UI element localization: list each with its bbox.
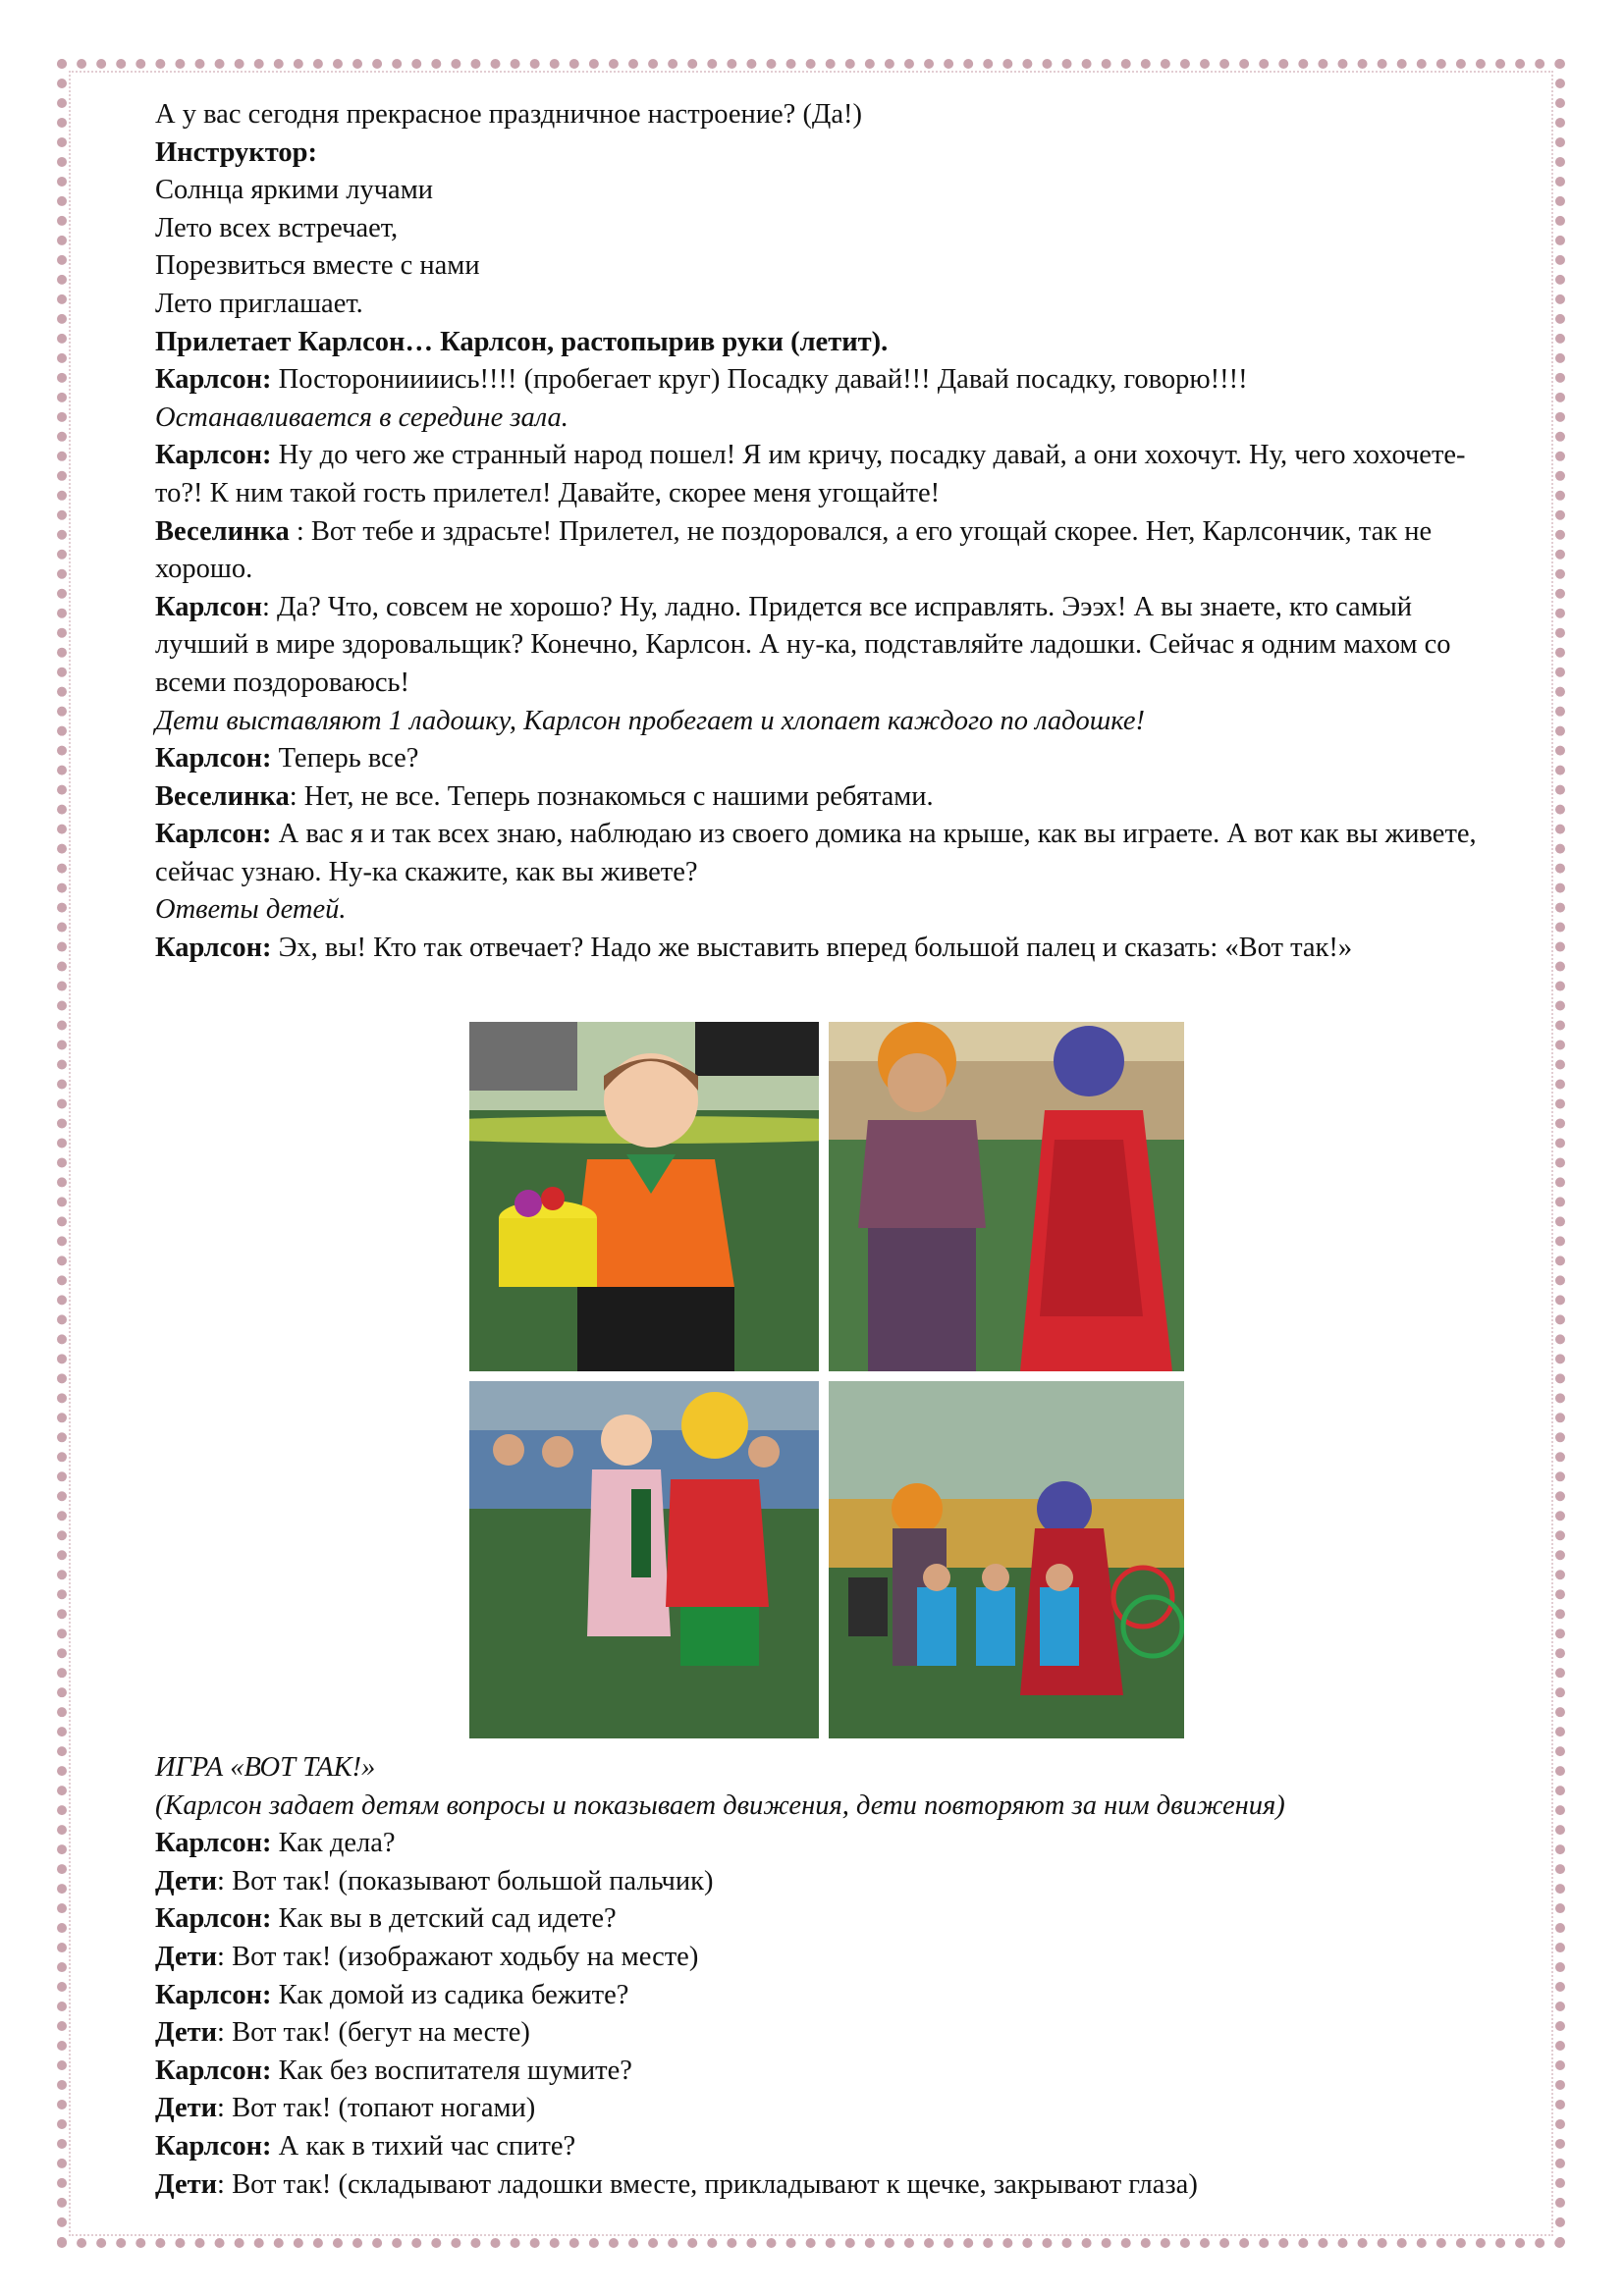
line-text: Как вы в детский сад идете? (271, 1903, 617, 1935)
script-text-top (155, 96, 1500, 968)
speaker-label: Карлсон: (155, 364, 272, 396)
script-line (155, 2053, 1500, 2091)
script-line (155, 778, 1500, 817)
speaker-label: Веселинка (155, 780, 290, 812)
speaker-label: Карлсон: (155, 1979, 272, 2010)
script-line (155, 437, 1500, 512)
photo-child-orange-shirt (469, 1022, 819, 1371)
line-text: : Вот тебе и здрасьте! Прилетел, не поздоровался, а его угощай скорее. Нет, Карлсончик, так не хорошо. (155, 515, 1433, 585)
script-line (155, 891, 1500, 930)
script-line (155, 1825, 1500, 1863)
photo-children-yellow-hat (469, 1381, 819, 1738)
photo-collage (469, 1022, 1184, 1738)
speaker-label: Дети (155, 2168, 218, 2200)
speaker-label: Карлсон (155, 591, 262, 622)
line-text: Порезвиться вместе с нами (155, 250, 480, 282)
line-text: Ну до чего же странный народ пошел! Я им кричу, посадку давай, а они хохочут. Ну, чего хохочете-то?! К ним такой гость прилетел! Давайте, скорее меня угощайте! (155, 440, 1466, 508)
script-line (155, 247, 1500, 286)
script-line (155, 134, 1500, 173)
speaker-label: Карлсон: (155, 933, 272, 964)
line-text: Посторониииись!!!! (пробегает круг) Посадку давай!!! Давай посадку, говорю!!!! (271, 364, 1248, 396)
script-line (155, 589, 1500, 703)
line-text: Теперь все? (271, 743, 419, 774)
speaker-label: Дети (155, 1865, 218, 1896)
line-text: : Вот так! (бегут на месте) (217, 2017, 530, 2049)
line-text: Как домой из садика бежите? (271, 1979, 629, 2010)
speaker-label: Карлсон: (155, 743, 272, 774)
script-line (155, 2090, 1500, 2128)
script-line (155, 210, 1500, 248)
script-line (155, 1749, 1500, 1788)
script-line (155, 513, 1500, 589)
script-line (155, 930, 1500, 968)
speaker-label: Карлсон: (155, 1828, 272, 1859)
speaker-label: Карлсон: (155, 819, 272, 850)
photo-karlson-costume (829, 1022, 1184, 1371)
speaker-label: Веселинка (155, 515, 290, 547)
script-line (155, 2166, 1500, 2205)
script-text-bottom (155, 1749, 1500, 2204)
script-line (155, 816, 1500, 891)
line-text: (Карлсон задает детям вопросы и показывает движения, дети повторяют за ним движения) (155, 1789, 1285, 1821)
line-text: А у вас сегодня прекрасное праздничное настроение? (Да!) (155, 99, 863, 130)
speaker-label: Карлсон: (155, 440, 272, 471)
script-line (155, 1788, 1500, 1826)
script-line (155, 1900, 1500, 1939)
line-text: Ответы детей. (155, 894, 347, 926)
line-text: ИГРА «ВОТ ТАК!» (155, 1752, 376, 1783)
script-line (155, 172, 1500, 210)
script-line (155, 703, 1500, 741)
speaker-label: Карлсон: (155, 1903, 272, 1935)
speaker-label: Прилетает Карлсон… Карлсон, растопырив руки (летит). (155, 326, 889, 357)
script-line (155, 1939, 1500, 1977)
line-text: : Вот так! (показывают большой пальчик) (217, 1865, 714, 1896)
line-text: Останавливается в середине зала. (155, 401, 568, 433)
speaker-label: Дети (155, 2017, 218, 2049)
line-text: А как в тихий час спите? (271, 2130, 576, 2162)
line-text: Дети выставляют 1 ладошку, Карлсон пробегает и хлопает каждого по ладошке! (155, 705, 1146, 736)
line-text: А вас я и так всех знаю, наблюдаю из своего домика на крыше, как вы играете. А вот как вы живете, сейчас узнаю. Ну-ка скажите, как вы живете? (155, 819, 1477, 887)
speaker-label: Инструктор: (155, 136, 317, 168)
script-line (155, 1863, 1500, 1901)
line-text: Эх, вы! Кто так отвечает? Надо же выставить вперед большой палец и сказать: «Вот так!» (271, 933, 1353, 964)
script-line (155, 2014, 1500, 2053)
speaker-label: Карлсон: (155, 2055, 272, 2086)
script-line (155, 286, 1500, 324)
photo-group-with-karlson (829, 1381, 1184, 1738)
script-line (155, 2128, 1500, 2166)
line-text: : Вот так! (складывают ладошки вместе, прикладывают к щечке, закрывают глаза) (217, 2168, 1198, 2200)
line-text: Лето всех встречает, (155, 212, 399, 243)
speaker-label: Дети (155, 2093, 218, 2124)
script-line (155, 96, 1500, 134)
script-line (155, 361, 1500, 400)
speaker-label: Дети (155, 1941, 218, 1972)
line-text: : Нет, не все. Теперь познакомься с нашими ребятами. (289, 780, 934, 812)
line-text: : Да? Что, совсем не хорошо? Ну, ладно. Придется все исправлять. Эээх! А вы знаете, кто самый лучший в мире здоровальщик? Конечно, Карлсон. А ну-ка, подставляйте ладошки. Сейчас я одним махом со всеми поздороваюсь! (155, 591, 1451, 698)
line-text: : Вот так! (топают ногами) (217, 2093, 536, 2124)
script-line (155, 1977, 1500, 2015)
line-text: : Вот так! (изображают ходьбу на месте) (217, 1941, 699, 1972)
line-text: Как без воспитателя шумите? (271, 2055, 632, 2086)
speaker-label: Карлсон: (155, 2130, 272, 2162)
script-line (155, 400, 1500, 438)
line-text: Как дела? (271, 1828, 396, 1859)
script-line (155, 740, 1500, 778)
script-line (155, 324, 1500, 362)
line-text: Солнца яркими лучами (155, 175, 433, 206)
line-text: Лето приглашает. (155, 288, 363, 319)
